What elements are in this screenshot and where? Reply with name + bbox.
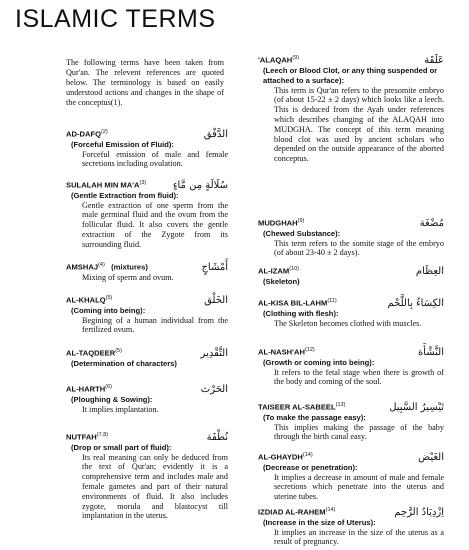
arabic-term: الخَلْق bbox=[204, 294, 228, 306]
term-subtitle: (Forceful Emission of Fluid): bbox=[71, 139, 174, 149]
term-subtitle: (Increase in the size of Uterus): bbox=[263, 517, 376, 527]
intro-paragraph: The following terms have been taken from Qur'an. The relevent references are quoted below. The terminology is based on easily understood actions and changes in the shape of the conceptus(1). bbox=[66, 58, 224, 107]
term-name: AL-TAQDEER$^{(5)}$ bbox=[66, 348, 122, 358]
term-subtitle: (Gentle Extraction from fluid): bbox=[71, 190, 179, 200]
arabic-term: أَمْشَاجٍ bbox=[201, 261, 228, 273]
term-subtitle: (Determination of characters) bbox=[71, 358, 177, 368]
term-description: Its real meaning can only be deduced from the text of Qur'an; evidently it is a comprehensive term and includes male and female gametes and part of their natural environments of fluid. It also includes zygote, morula and blastocyst till implantation in the uterus. bbox=[82, 452, 228, 521]
term-subtitle: (Skeleton) bbox=[263, 276, 300, 286]
entry-al-ghaydh bbox=[258, 450, 444, 502]
term-description: Forceful emission of male and female secretions including ovulation. bbox=[82, 149, 228, 169]
entry-nutfah bbox=[66, 430, 228, 521]
page-title: ISLAMIC TERMS bbox=[15, 5, 216, 33]
term-subtitle: (To make the passage easy): bbox=[263, 412, 366, 422]
term-name: TAISEER AL-SABEEL$^{(13)}$ bbox=[258, 402, 346, 412]
entry-alaqah bbox=[258, 53, 444, 164]
term-description: Mixing of sperm and ovum. bbox=[82, 272, 174, 282]
term-description: It implies implantation. bbox=[82, 404, 159, 414]
term-subtitle: (Drop or small part of fluid): bbox=[71, 442, 172, 452]
arabic-term: النَّشْأَة bbox=[417, 346, 444, 358]
entry-sulalah bbox=[66, 178, 228, 250]
term-name: AL-HARTH$^{(6)}$ bbox=[66, 384, 112, 394]
term-subtitle: (Coming into being): bbox=[71, 305, 146, 315]
term-description: Gentle extraction of one sperm from the male germinal fluid and the ovum from the follicular fluid. It also covers the gentle extraction of the Zygote from its surrounding fluid. bbox=[82, 200, 228, 249]
arabic-term: تَيْسِيرُ السَّبِيل bbox=[389, 401, 444, 413]
term-subtitle: (Clothing with flesh): bbox=[263, 308, 339, 318]
term-subtitle: (Ploughing & Sowing): bbox=[71, 394, 153, 404]
entry-al-khalq bbox=[66, 293, 228, 335]
term-subtitle: (Chewed Substance): bbox=[263, 228, 341, 238]
term-name: AL-KHALQ$^{(5)}$ bbox=[66, 295, 113, 305]
entry-al-izam bbox=[258, 264, 444, 287]
arabic-term: مُضْغَة bbox=[419, 217, 444, 229]
term-name: AL-KISA BIL-LAHM$^{(11)}$ bbox=[258, 298, 337, 308]
term-subtitle: (Decrease or penetration): bbox=[263, 462, 358, 472]
term-name: SULALAH MIN MA'A$^{(3)}$ bbox=[66, 180, 147, 190]
term-description: It implies a decrease in amount of male and female secretions which penetrate into the uterus and uterine tubes. bbox=[274, 472, 444, 502]
entry-taiseer bbox=[258, 400, 444, 442]
term-subtitle: (Leech or Blood Clot, or any thing suspended or attached to a surface): bbox=[263, 65, 438, 85]
term-name: AL-IZAM$^{(10)}$ bbox=[258, 266, 299, 276]
entry-mudghah bbox=[258, 216, 444, 258]
term-description: Begining of a human individual from the fertilized ovum. bbox=[82, 315, 228, 335]
term-name: NUTFAH$^{(7,8)}$ bbox=[66, 432, 109, 442]
term-description: It implies an increase in the size of the uterus as a result of pregnancy. bbox=[274, 527, 444, 547]
entry-al-harth bbox=[66, 382, 228, 414]
arabic-term: الكِسَاءُ بِاللَّحْم bbox=[387, 297, 444, 309]
term-name: AD-DAFQ$^{(2)}$ bbox=[66, 129, 108, 139]
arabic-term: عَلَقَة bbox=[424, 54, 444, 66]
term-description: It refers to the fetal stage when there is growth of the body and coming of the soul. bbox=[274, 367, 444, 387]
term-description: This term is Qur'an refers to the presomite embryo (of about 15-22 ± 2 days) which looks like a leech. This is deduced from the Ayah under references which describes changing of the ALAQAH into MUDGHA. The concept of this term meaning blood clot was used by ancient scholars who depended on the outside appearance of the aborted conceptus. bbox=[274, 85, 444, 164]
term-name: 'ALAQAH$^{(9)}$ bbox=[258, 55, 300, 65]
entry-al-taqdeer bbox=[66, 346, 228, 369]
term-name: MUDGHAH$^{(9)}$ bbox=[258, 218, 305, 228]
term-subtitle: (Growth or coming into being): bbox=[263, 357, 375, 367]
term-name: AL-NASH'AH$^{(12)}$ bbox=[258, 347, 315, 357]
arabic-term: التَّقْدِير bbox=[200, 347, 228, 359]
arabic-term: الغَيْض bbox=[418, 451, 444, 463]
arabic-term: نُطْفَة bbox=[206, 431, 228, 443]
entry-al-kisa bbox=[258, 296, 444, 328]
entry-al-nashah bbox=[258, 345, 444, 387]
term-name: IZDIAD AL-RAHEM$^{(14)}$ bbox=[258, 507, 336, 517]
arabic-term: العِظَام bbox=[415, 265, 444, 277]
entry-ad-dafq bbox=[66, 127, 228, 169]
arabic-term: اِزْدِيَادُ الرَّحِم bbox=[394, 506, 444, 518]
term-description: This term refers to the somite stage of the embryo (of about 23-40 ± 2 days). bbox=[274, 238, 444, 258]
term-name: AL-GHAYDH$^{(14)}$ bbox=[258, 452, 313, 462]
term-name: AMSHAJ$^{(4)}$ (mixtures) bbox=[66, 262, 148, 272]
entry-izdiad bbox=[258, 505, 444, 547]
arabic-term: الحَرْث bbox=[200, 383, 228, 395]
term-description: This implies making the passage of the baby through the birth canal easy. bbox=[274, 422, 444, 442]
arabic-term: سُلَالَةٍ مِن مَّاءٍ bbox=[172, 179, 228, 191]
arabic-term: الدَّفْق bbox=[203, 128, 228, 140]
entry-amshaj bbox=[66, 260, 228, 282]
term-description: The Skeleton becomes clothed with muscles. bbox=[274, 318, 422, 328]
